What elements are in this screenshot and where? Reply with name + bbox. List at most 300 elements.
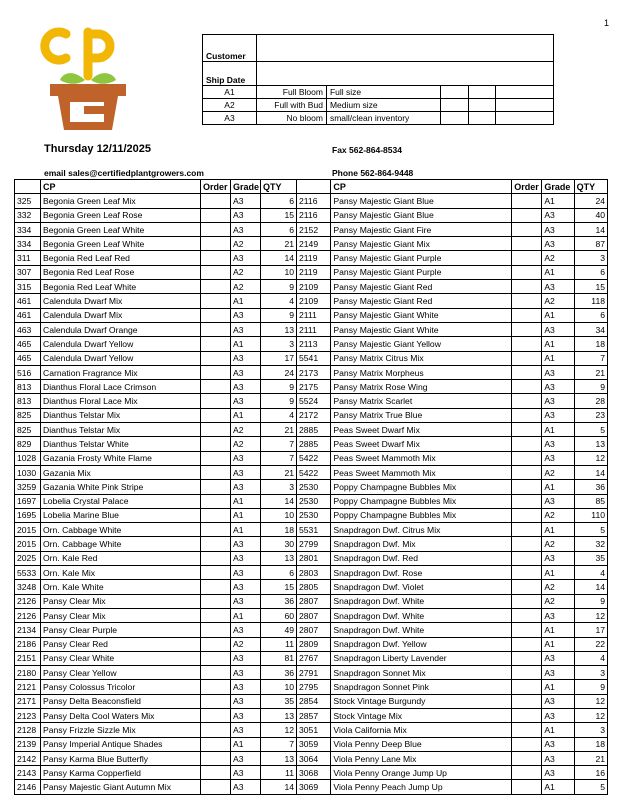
order-cell[interactable]	[512, 294, 542, 308]
order-cell[interactable]	[201, 208, 231, 222]
grade-cell: A1	[542, 680, 574, 694]
grade-blank	[468, 86, 495, 99]
qty-cell: 3	[574, 666, 607, 680]
order-cell[interactable]	[201, 480, 231, 494]
qty-cell: 9	[574, 680, 607, 694]
table-row	[15, 523, 297, 537]
grade-cell: A2	[542, 251, 574, 265]
table-row	[15, 237, 297, 251]
order-cell[interactable]	[512, 337, 542, 351]
item-code: 465	[15, 337, 41, 351]
table-row	[297, 208, 608, 222]
table-row	[15, 751, 297, 765]
grade-cell: A1	[542, 480, 574, 494]
order-cell[interactable]	[201, 780, 231, 794]
order-cell[interactable]	[201, 408, 231, 422]
order-cell[interactable]	[512, 394, 542, 408]
order-cell[interactable]	[512, 708, 542, 722]
order-cell[interactable]	[512, 666, 542, 680]
item-code: 2803	[297, 566, 331, 580]
table-row	[297, 237, 608, 251]
item-name: Dianthus Telstar Mix	[41, 408, 201, 422]
qty-cell: 15	[261, 580, 297, 594]
order-cell[interactable]	[201, 580, 231, 594]
grade-cell: A1	[542, 723, 574, 737]
item-code: 2126	[15, 608, 41, 622]
table-row	[297, 351, 608, 365]
item-name: Pansy Clear White	[41, 651, 201, 665]
grade-cell: A3	[542, 666, 574, 680]
order-cell[interactable]	[201, 322, 231, 336]
item-name: Pansy Majestic Giant Purple	[331, 251, 512, 265]
item-name: Orn. Cabbage White	[41, 537, 201, 551]
item-name: Carnation Fragrance Mix	[41, 365, 201, 379]
item-name: Pansy Delta Cool Waters Mix	[41, 708, 201, 722]
cp-logo	[32, 18, 138, 136]
header-qty: QTY	[574, 180, 607, 194]
item-code: 2121	[15, 680, 41, 694]
order-cell[interactable]	[201, 637, 231, 651]
order-cell[interactable]	[512, 308, 542, 322]
order-cell[interactable]	[512, 451, 542, 465]
table-row	[297, 566, 608, 580]
item-name: Pansy Matrix Scarlet	[331, 394, 512, 408]
item-code: 2885	[297, 437, 331, 451]
order-cell[interactable]	[512, 437, 542, 451]
qty-cell: 14	[574, 580, 607, 594]
order-cell[interactable]	[512, 623, 542, 637]
item-code: 2113	[297, 337, 331, 351]
grade-cell: A1	[231, 523, 261, 537]
header-grade: Grade	[542, 180, 574, 194]
table-row	[297, 537, 608, 551]
qty-cell: 9	[261, 280, 297, 294]
qty-cell: 14	[574, 222, 607, 236]
order-cell[interactable]	[512, 380, 542, 394]
table-row	[15, 280, 297, 294]
grade-cell: A1	[231, 294, 261, 308]
grade-cell: A3	[231, 251, 261, 265]
item-name: Pansy Majestic Giant Blue	[331, 194, 512, 208]
qty-cell: 5	[574, 423, 607, 437]
item-name: Pansy Delta Beaconsfield	[41, 694, 201, 708]
item-code: 3068	[297, 766, 331, 780]
grade-cell: A3	[542, 208, 574, 222]
order-cell[interactable]	[512, 423, 542, 437]
table-row	[297, 508, 608, 522]
item-name: Orn. Cabbage White	[41, 523, 201, 537]
item-code: 2807	[297, 594, 331, 608]
order-cell[interactable]	[201, 608, 231, 622]
item-code: 315	[15, 280, 41, 294]
order-cell[interactable]	[201, 737, 231, 751]
order-cell[interactable]	[512, 465, 542, 479]
header-order: Order	[512, 180, 542, 194]
table-row	[15, 637, 297, 651]
order-cell[interactable]	[512, 322, 542, 336]
order-cell[interactable]	[201, 537, 231, 551]
order-cell[interactable]	[512, 222, 542, 236]
order-cell[interactable]	[512, 551, 542, 565]
order-cell[interactable]	[201, 194, 231, 208]
order-cell[interactable]	[512, 751, 542, 765]
grade-cell: A3	[542, 408, 574, 422]
grade-row-a1	[203, 86, 554, 99]
item-code: 2134	[15, 623, 41, 637]
item-code: 2143	[15, 766, 41, 780]
header-qty: QTY	[261, 180, 297, 194]
item-code: 2142	[15, 751, 41, 765]
item-code: 2111	[297, 308, 331, 322]
qty-cell: 5	[574, 780, 607, 794]
order-cell[interactable]	[201, 294, 231, 308]
qty-cell: 24	[574, 194, 607, 208]
table-row	[15, 780, 297, 794]
table-row	[15, 337, 297, 351]
table-header	[15, 180, 297, 194]
qty-cell: 4	[574, 566, 607, 580]
item-name: Viola California Mix	[331, 723, 512, 737]
grade-cell: A2	[542, 508, 574, 522]
order-cell[interactable]	[201, 523, 231, 537]
item-code: 334	[15, 237, 41, 251]
item-code: 2799	[297, 537, 331, 551]
qty-cell: 4	[261, 294, 297, 308]
order-cell[interactable]	[512, 566, 542, 580]
item-code: 5524	[297, 394, 331, 408]
order-cell[interactable]	[201, 680, 231, 694]
table-row	[15, 608, 297, 622]
order-cell[interactable]	[201, 465, 231, 479]
order-cell[interactable]	[201, 566, 231, 580]
order-cell[interactable]	[201, 308, 231, 322]
item-name: Begonia Red Leaf White	[41, 280, 201, 294]
order-cell[interactable]	[512, 408, 542, 422]
order-cell[interactable]	[512, 251, 542, 265]
order-cell[interactable]	[201, 251, 231, 265]
qty-cell: 36	[574, 480, 607, 494]
grade-cell: A3	[542, 737, 574, 751]
order-cell[interactable]	[512, 265, 542, 279]
grade-cell: A3	[542, 237, 574, 251]
table-row	[15, 294, 297, 308]
table-row	[15, 308, 297, 322]
table-row	[15, 265, 297, 279]
item-name: Pansy Clear Mix	[41, 608, 201, 622]
order-cell[interactable]	[201, 280, 231, 294]
grade-cell: A3	[231, 465, 261, 479]
table-row	[297, 294, 608, 308]
grade-cell: A3	[231, 566, 261, 580]
item-name: Peas Sweet Mammoth Mix	[331, 465, 512, 479]
header-order: Order	[201, 180, 231, 194]
item-name: Viola Penny Peach Jump Up	[331, 780, 512, 794]
order-cell[interactable]	[512, 208, 542, 222]
table-row	[297, 523, 608, 537]
table-row	[297, 451, 608, 465]
qty-cell: 23	[574, 408, 607, 422]
item-code: 2885	[297, 423, 331, 437]
qty-cell: 85	[574, 494, 607, 508]
table-row	[297, 408, 608, 422]
item-code: 325	[15, 194, 41, 208]
inventory-table-left	[14, 179, 297, 795]
qty-cell: 3	[261, 337, 297, 351]
item-code: 1030	[15, 465, 41, 479]
item-code: 2128	[15, 723, 41, 737]
qty-cell: 10	[261, 680, 297, 694]
order-cell[interactable]	[201, 423, 231, 437]
qty-cell: 10	[261, 508, 297, 522]
order-cell[interactable]	[201, 394, 231, 408]
qty-cell: 49	[261, 623, 297, 637]
table-row	[297, 308, 608, 322]
table-row	[297, 737, 608, 751]
item-code: 5422	[297, 451, 331, 465]
item-code: 2119	[297, 251, 331, 265]
qty-cell: 34	[574, 322, 607, 336]
customer-field[interactable]	[257, 35, 554, 62]
grade-cell: A3	[542, 708, 574, 722]
order-cell[interactable]	[512, 480, 542, 494]
qty-cell: 9	[574, 380, 607, 394]
item-name: Poppy Champagne Bubbles Mix	[331, 494, 512, 508]
page-number: 1	[604, 18, 610, 28]
order-cell[interactable]	[512, 365, 542, 379]
item-name: Snapdragon Sonnet Mix	[331, 666, 512, 680]
order-cell[interactable]	[201, 508, 231, 522]
table-row	[297, 194, 608, 208]
item-name: Peas Sweet Mammoth Mix	[331, 451, 512, 465]
table-row	[15, 394, 297, 408]
order-cell[interactable]	[512, 680, 542, 694]
table-row	[297, 365, 608, 379]
order-cell[interactable]	[201, 265, 231, 279]
qty-cell: 10	[261, 265, 297, 279]
order-cell[interactable]	[512, 594, 542, 608]
order-cell[interactable]	[201, 666, 231, 680]
qty-cell: 6	[261, 566, 297, 580]
grade-cell: A3	[542, 551, 574, 565]
qty-cell: 12	[574, 708, 607, 722]
item-code: 2791	[297, 666, 331, 680]
item-code: 332	[15, 208, 41, 222]
order-cell[interactable]	[201, 494, 231, 508]
order-cell[interactable]	[201, 237, 231, 251]
item-code: 2151	[15, 651, 41, 665]
ship-date-label: Ship Date	[203, 62, 257, 86]
item-name: Snapdragon Dwf. Yellow	[331, 637, 512, 651]
qty-cell: 14	[261, 251, 297, 265]
grade-cell: A1	[231, 608, 261, 622]
grade-cell: A2	[231, 280, 261, 294]
grade-cell: A3	[231, 666, 261, 680]
item-name: Calendula Dwarf Yellow	[41, 351, 201, 365]
order-cell[interactable]	[512, 766, 542, 780]
order-cell[interactable]	[201, 380, 231, 394]
grade-cell: A3	[231, 751, 261, 765]
grade-row-a3	[203, 112, 554, 125]
table-row	[15, 666, 297, 680]
grade-blank	[441, 86, 468, 99]
qty-cell: 3	[574, 251, 607, 265]
qty-cell: 13	[261, 322, 297, 336]
order-cell[interactable]	[512, 508, 542, 522]
item-name: Pansy Matrix Citrus Mix	[331, 351, 512, 365]
phone-line: Phone 562-864-9448	[332, 168, 414, 178]
item-code: 2119	[297, 265, 331, 279]
item-code: 461	[15, 308, 41, 322]
grade-cell: A3	[542, 322, 574, 336]
customer-info-box	[202, 34, 554, 125]
item-code: 2172	[297, 408, 331, 422]
grade-row-a2	[203, 99, 554, 112]
item-code: 2111	[297, 322, 331, 336]
item-code: 465	[15, 351, 41, 365]
table-row	[15, 380, 297, 394]
grade-code: A3	[203, 112, 257, 125]
qty-cell: 12	[574, 694, 607, 708]
grade-cell: A2	[542, 580, 574, 594]
qty-cell: 7	[261, 437, 297, 451]
item-code: 2123	[15, 708, 41, 722]
grade-cell: A1	[542, 308, 574, 322]
order-cell[interactable]	[201, 723, 231, 737]
grade-cell: A3	[231, 451, 261, 465]
grade-cell: A3	[542, 494, 574, 508]
order-cell[interactable]	[201, 351, 231, 365]
order-cell[interactable]	[201, 751, 231, 765]
order-cell[interactable]	[201, 337, 231, 351]
item-code: 2801	[297, 551, 331, 565]
grade-cell: A1	[542, 351, 574, 365]
order-cell[interactable]	[201, 222, 231, 236]
grade-cell: A3	[542, 365, 574, 379]
grade-cell: A3	[542, 451, 574, 465]
qty-cell: 7	[574, 351, 607, 365]
grade-cell: A3	[231, 194, 261, 208]
qty-cell: 13	[574, 437, 607, 451]
order-cell[interactable]	[512, 723, 542, 737]
grade-cell: A1	[542, 194, 574, 208]
order-cell[interactable]	[512, 694, 542, 708]
item-name: Calendula Dwarf Orange	[41, 322, 201, 336]
qty-cell: 60	[261, 608, 297, 622]
grade-blank	[441, 112, 468, 125]
qty-cell: 14	[261, 780, 297, 794]
qty-cell: 21	[261, 423, 297, 437]
item-name: Viola Penny Deep Blue	[331, 737, 512, 751]
qty-cell: 21	[574, 751, 607, 765]
item-code: 825	[15, 408, 41, 422]
order-cell[interactable]	[201, 594, 231, 608]
fax-line: Fax 562-864-8534	[332, 145, 402, 155]
order-cell[interactable]	[512, 194, 542, 208]
qty-cell: 110	[574, 508, 607, 522]
item-name: Pansy Majestic Giant Blue	[331, 208, 512, 222]
item-code: 2186	[15, 637, 41, 651]
order-cell[interactable]	[201, 708, 231, 722]
order-cell[interactable]	[201, 623, 231, 637]
order-cell[interactable]	[201, 766, 231, 780]
table-row	[297, 766, 608, 780]
grade-code: A1	[203, 86, 257, 99]
grade-cell: A3	[231, 708, 261, 722]
table-row	[297, 594, 608, 608]
order-cell[interactable]	[512, 494, 542, 508]
grade-cell: A1	[542, 623, 574, 637]
order-cell[interactable]	[201, 437, 231, 451]
qty-cell: 17	[574, 623, 607, 637]
item-code: 3051	[297, 723, 331, 737]
order-cell[interactable]	[512, 537, 542, 551]
table-row	[297, 608, 608, 622]
item-name: Begonia Green Leaf Rose	[41, 208, 201, 222]
order-cell[interactable]	[512, 580, 542, 594]
order-cell[interactable]	[512, 280, 542, 294]
ship-date-field[interactable]	[257, 62, 554, 86]
item-name: Snapdragon Dwf. Violet	[331, 580, 512, 594]
order-cell[interactable]	[512, 637, 542, 651]
item-code: 2809	[297, 637, 331, 651]
table-row	[297, 494, 608, 508]
order-cell[interactable]	[512, 237, 542, 251]
item-name: Pansy Majestic Giant Autumn Mix	[41, 780, 201, 794]
table-row	[15, 480, 297, 494]
item-name: Snapdragon Dwf. Red	[331, 551, 512, 565]
item-code: 2767	[297, 651, 331, 665]
grade-cell: A3	[231, 394, 261, 408]
item-name: Stock Vintage Mix	[331, 708, 512, 722]
order-cell[interactable]	[512, 608, 542, 622]
order-cell[interactable]	[201, 451, 231, 465]
order-cell[interactable]	[512, 351, 542, 365]
qty-cell: 6	[574, 265, 607, 279]
qty-cell: 6	[261, 222, 297, 236]
item-name: Pansy Majestic Giant Fire	[331, 222, 512, 236]
order-cell[interactable]	[201, 651, 231, 665]
table-row	[15, 494, 297, 508]
table-row	[297, 580, 608, 594]
item-name: Dianthus Telstar White	[41, 437, 201, 451]
order-cell[interactable]	[201, 551, 231, 565]
table-row	[297, 666, 608, 680]
item-code: 2025	[15, 551, 41, 565]
grade-cell: A3	[231, 694, 261, 708]
grade-cell: A3	[231, 623, 261, 637]
qty-cell: 15	[261, 208, 297, 222]
order-cell[interactable]	[201, 694, 231, 708]
grade-cell: A3	[231, 723, 261, 737]
item-name: Pansy Clear Red	[41, 637, 201, 651]
table-row	[15, 566, 297, 580]
order-cell[interactable]	[512, 780, 542, 794]
qty-cell: 9	[261, 308, 297, 322]
table-row	[297, 380, 608, 394]
order-cell[interactable]	[201, 365, 231, 379]
qty-cell: 6	[261, 194, 297, 208]
order-cell[interactable]	[512, 737, 542, 751]
grade-cell: A2	[542, 465, 574, 479]
grade-cell: A1	[542, 637, 574, 651]
table-row	[15, 194, 297, 208]
grade-cell: A3	[231, 480, 261, 494]
table-row	[15, 451, 297, 465]
order-cell[interactable]	[512, 523, 542, 537]
order-cell[interactable]	[512, 651, 542, 665]
grade-code: A2	[203, 99, 257, 112]
qty-cell: 35	[261, 694, 297, 708]
